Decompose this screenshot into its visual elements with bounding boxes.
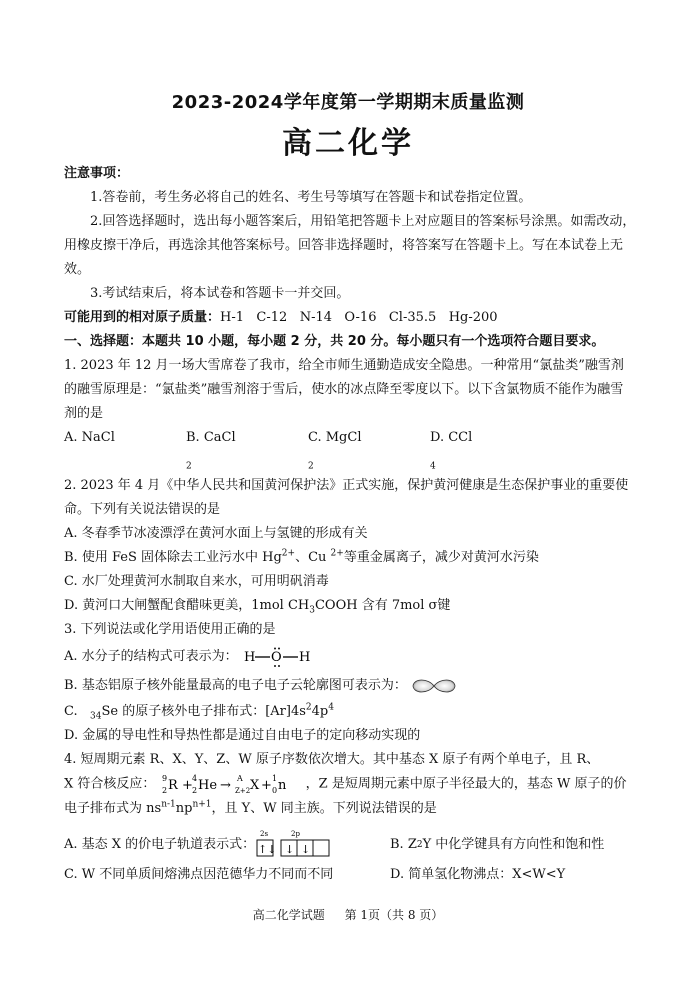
q1-option-b: B. CaCl$_2$ bbox=[186, 430, 236, 472]
q4-options-row-2 bbox=[64, 863, 636, 887]
svg-text:2p: 2p bbox=[291, 829, 301, 838]
q3-option-b: B. 基态铝原子核外能量最高的电子电子云轮廓图可表示为： bbox=[64, 672, 636, 700]
q4-options-row-1 bbox=[64, 827, 636, 863]
q3-stem: 3. 下列说法或化学用语使用正确的是 bbox=[64, 622, 276, 637]
q2-stem: 2. 2023 年 4 月《中华人民共和国黄河保护法》正式实施，保护黄河健康是生态保护事业的重要使命。下列有关说法错误的是 bbox=[64, 478, 629, 517]
svg-text:0: 0 bbox=[271, 786, 277, 795]
water-structural-formula bbox=[242, 646, 312, 668]
svg-text:R: R bbox=[167, 778, 178, 793]
footer-page-number: 第 1页（共 8 页） bbox=[344, 908, 444, 922]
atomic-masses-values: H-1 C-12 N-14 O-16 Cl-35.5 Hg-200 bbox=[220, 310, 498, 325]
svg-text:+: + bbox=[181, 778, 193, 793]
section-1-desc: 本题共 10 小题，每小题 2 分，共 20 分。每小题只有一个选项符合题目要求。 bbox=[142, 334, 605, 349]
svg-text:↑↓: ↑↓ bbox=[258, 842, 277, 856]
q4-stem-line-2: X 符合核反应： 9 2 R + 4 2 He → A Z+2 X + 1 0 n ，Z 是短周期元素中原子半径最大的，基态 W 原子的价 bbox=[64, 774, 627, 795]
svg-text:Z+2: Z+2 bbox=[234, 787, 250, 795]
q4-option-a: A. 基态 X 的价电子轨道表示式： 2s 2p ↑↓ ↓ ↓ bbox=[64, 827, 390, 863]
orbital-diagram bbox=[255, 828, 335, 862]
svg-text:2s: 2s bbox=[260, 829, 269, 838]
atomic-masses bbox=[64, 306, 636, 330]
subject-title: 高二化学 bbox=[282, 126, 414, 161]
svg-text:→: → bbox=[219, 778, 231, 793]
svg-text:X: X bbox=[249, 778, 259, 793]
page-footer bbox=[0, 906, 696, 923]
svg-text:↓: ↓ bbox=[301, 842, 311, 856]
notes-heading: 注意事项： bbox=[64, 166, 130, 181]
svg-text:2: 2 bbox=[161, 786, 167, 795]
formula-h-left: H bbox=[243, 649, 256, 665]
q4-stem-line-3: 电子排布式为 $ns^{n-1}np^{n+1}$，且 Y、W 同主族。下列说法错误的是 bbox=[64, 799, 437, 816]
q3-option-a: A. 水分子的结构式可表示为： H O H bbox=[64, 642, 636, 672]
exam-title: 2023-2024学年度第一学期期末质量监测 bbox=[171, 92, 525, 113]
svg-text:9: 9 bbox=[161, 774, 167, 783]
q4-option-c: C. W 不同单质间熔沸点因范德华力不同而不同 bbox=[64, 866, 334, 882]
q2-option-b: B. 使用 FeS 固体除去工业污水中 $Hg^{2+}$、Cu $^{2+}$等重金属离子，减少对黄河水污染 bbox=[64, 548, 539, 565]
q1-options bbox=[64, 426, 636, 474]
q1-option-d: D. CCl$_4$ bbox=[430, 430, 473, 472]
svg-text:4: 4 bbox=[191, 774, 197, 783]
footer-subject: 高二化学试题 bbox=[252, 908, 325, 922]
svg-text:↓: ↓ bbox=[285, 842, 295, 856]
p-orbital-dumbbell-icon bbox=[411, 677, 457, 695]
section-1-label: 一、选择题： bbox=[64, 334, 143, 349]
svg-text:A: A bbox=[236, 774, 243, 783]
svg-text:n: n bbox=[277, 778, 286, 793]
q3-option-d: D. 金属的导电性和导热性都是通过自由电子的定向移动实现的 bbox=[64, 728, 421, 743]
svg-text:1: 1 bbox=[271, 774, 277, 783]
atomic-masses-label: 可能用到的相对原子质量： bbox=[64, 310, 221, 325]
note-item-3: 3.考试结束后，将本试卷和答题卡一并交回。 bbox=[90, 286, 350, 301]
svg-text:He: He bbox=[197, 778, 217, 793]
q1-option-c: C. MgCl$_2$ bbox=[308, 430, 362, 472]
formula-h-right: H bbox=[298, 649, 311, 665]
q1-stem: 1. 2023 年 12 月一场大雪席卷了我市，给全市师生通勤造成安全隐患。一种常用“氯盐类”融雪剂的融雪原理是：“氯盐类”融雪剂溶于雪后，使水的冰点降至零度以下。以下含氯物质不能作为融雪剂的是 bbox=[64, 358, 624, 421]
svg-text:2: 2 bbox=[191, 786, 197, 795]
section-1-header bbox=[64, 330, 636, 354]
q3-option-c: C. $_{34}$Se 的原子核外电子排布式：$[Ar]4s^24p^4$ bbox=[64, 702, 334, 722]
formula-o: O bbox=[270, 649, 282, 665]
q4-option-b: B. Z 2 Y 中化学键具有方向性和饱和性 bbox=[390, 836, 605, 852]
q2-option-a: A. 冬春季节冰凌漂浮在黄河水面上与氢键的形成有关 bbox=[64, 526, 368, 541]
exam-content bbox=[64, 162, 636, 887]
note-item-1: 1.答卷前，考生务必将自己的姓名、考生号等填写在答题卡和试卷指定位置。 bbox=[90, 190, 532, 205]
q4-stem-line-1: 4. 短周期元素 R、X、Y、Z、W 原子序数依次增大。其中基态 X 原子有两个单电子，且 R、 bbox=[64, 752, 600, 767]
q2-option-d: D. 黄河口大闸蟹配食醋味更美，1mol $CH_3COOH$ 含有 7mol σ键 bbox=[64, 598, 451, 616]
q1-option-a: A. NaCl bbox=[64, 430, 115, 445]
q4-option-d: D. 简单氢化物沸点：X<W<Y bbox=[390, 866, 566, 882]
svg-text:+: + bbox=[260, 778, 272, 793]
q2-option-c: C. 水厂处理黄河水制取自来水，可用明矾消毒 bbox=[64, 574, 329, 589]
nuclear-reaction-equation bbox=[160, 772, 302, 796]
note-item-2: 2.回答选择题时，选出每小题答案后，用铅笔把答题卡上对应题目的答案标号涂黑。如需改动，用橡皮擦干净后，再选涂其他答案标号。回答非选择题时，将答案写在答题卡上。写在本试卷上无效。 bbox=[64, 214, 636, 277]
